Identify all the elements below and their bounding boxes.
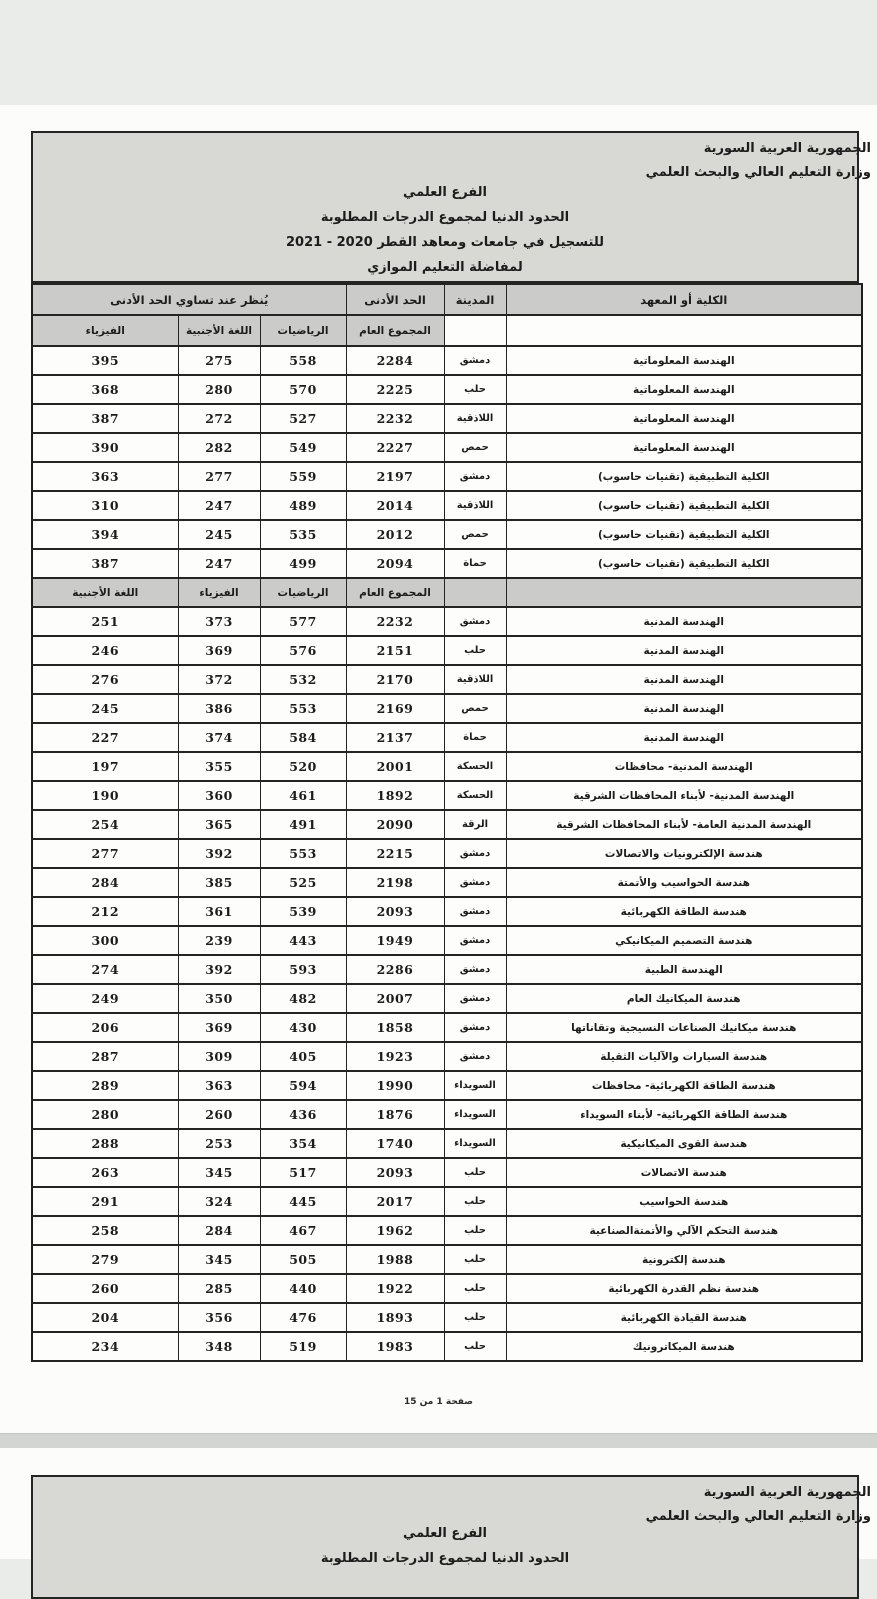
- math-score-cell: 467: [260, 1216, 346, 1245]
- total-score-cell: 2094: [346, 549, 444, 578]
- table-row: [32, 1187, 862, 1216]
- table-row: [32, 607, 862, 636]
- total-score-cell: 1990: [346, 1071, 444, 1100]
- college-name-cell: هندسة السيارات والآليات الثقيلة: [506, 1042, 862, 1071]
- section-1-rows: [32, 346, 862, 578]
- score-cell: 190: [32, 781, 178, 810]
- section-divider-header-row: [32, 578, 862, 607]
- total-score-cell: 2137: [346, 723, 444, 752]
- title-registration-year: للتسجيل في جامعات ومعاهد القطر 2020 - 2021: [285, 235, 605, 250]
- college-name-cell: هندسة التصميم الميكانيكي: [506, 926, 862, 955]
- math-score-cell: 436: [260, 1100, 346, 1129]
- total-score-cell: 2225: [346, 375, 444, 404]
- math-score-cell: 532: [260, 665, 346, 694]
- college-name-cell: الهندسة الطبية: [506, 955, 862, 984]
- score-cell: 279: [32, 1245, 178, 1274]
- math-score-cell: 558: [260, 346, 346, 375]
- score-cell: 258: [32, 1216, 178, 1245]
- math-score-cell: 476: [260, 1303, 346, 1332]
- score-cell: 373: [178, 607, 260, 636]
- score-cell: 239: [178, 926, 260, 955]
- college-name-cell: هندسة نظم القدرة الكهربائية: [506, 1274, 862, 1303]
- empty-college-cell: [506, 578, 862, 607]
- table-row: [32, 1303, 862, 1332]
- score-cell: 348: [178, 1332, 260, 1361]
- math-score-cell: 570: [260, 375, 346, 404]
- total-score-cell: 1892: [346, 781, 444, 810]
- total-score-cell: 2151: [346, 636, 444, 665]
- total-score-cell: 2215: [346, 839, 444, 868]
- score-cell: 369: [178, 1013, 260, 1042]
- total-score-cell: 1962: [346, 1216, 444, 1245]
- table-row: [32, 1042, 862, 1071]
- score-cell: 345: [178, 1158, 260, 1187]
- city-cell: حمص: [444, 694, 506, 723]
- score-cell: 245: [178, 520, 260, 549]
- table-row: [32, 781, 862, 810]
- score-cell: 385: [178, 868, 260, 897]
- empty-college-cell: [506, 315, 862, 346]
- col-header-tiebreak-group: يُنظر عند تساوي الحد الأدنى: [32, 284, 346, 315]
- score-cell: 275: [178, 346, 260, 375]
- city-cell: اللاذقية: [444, 491, 506, 520]
- total-score-cell: 2227: [346, 433, 444, 462]
- total-score-cell: 2232: [346, 607, 444, 636]
- city-cell: دمشق: [444, 1042, 506, 1071]
- math-score-cell: 535: [260, 520, 346, 549]
- col-header-city: المدينة: [444, 284, 506, 315]
- math-score-cell: 461: [260, 781, 346, 810]
- table-row: [32, 433, 862, 462]
- score-cell: 246: [32, 636, 178, 665]
- table-row: [32, 1013, 862, 1042]
- score-cell: 287: [32, 1042, 178, 1071]
- col-header-college: الكلية أو المعهد: [506, 284, 862, 315]
- total-score-cell: 2093: [346, 897, 444, 926]
- score-cell: 234: [32, 1332, 178, 1361]
- total-score-cell: 1922: [346, 1274, 444, 1303]
- table-row: [32, 665, 862, 694]
- college-name-cell: هندسة الحواسيب والأتمتة: [506, 868, 862, 897]
- score-cell: 374: [178, 723, 260, 752]
- city-cell: حمص: [444, 433, 506, 462]
- city-cell: حماة: [444, 549, 506, 578]
- title-minimums: الحدود الدنيا لمجموع الدرجات المطلوبة: [320, 1551, 570, 1566]
- total-score-cell: 2090: [346, 810, 444, 839]
- total-score-cell: 1988: [346, 1245, 444, 1274]
- table-row: [32, 694, 862, 723]
- score-cell: 272: [178, 404, 260, 433]
- city-cell: حلب: [444, 1158, 506, 1187]
- score-cell: 310: [32, 491, 178, 520]
- score-cell: 227: [32, 723, 178, 752]
- empty-city-cell: [444, 315, 506, 346]
- college-name-cell: الهندسة المدنية: [506, 607, 862, 636]
- score-cell: 392: [178, 839, 260, 868]
- score-cell: 387: [32, 549, 178, 578]
- score-cell: 289: [32, 1071, 178, 1100]
- org-line-ministry: وزارة التعليم العالي والبحث العلمي: [645, 165, 871, 180]
- college-name-cell: الهندسة المعلوماتية: [506, 375, 862, 404]
- total-score-cell: 2232: [346, 404, 444, 433]
- city-cell: دمشق: [444, 984, 506, 1013]
- score-cell: 206: [32, 1013, 178, 1042]
- score-cell: 291: [32, 1187, 178, 1216]
- college-name-cell: هندسة الحواسيب: [506, 1187, 862, 1216]
- city-cell: حماة: [444, 723, 506, 752]
- math-score-cell: 527: [260, 404, 346, 433]
- table-row: [32, 1245, 862, 1274]
- subheader-foreign-language: اللغة الأجنبية: [32, 578, 178, 607]
- subheader-physics: الفيزياء: [32, 315, 178, 346]
- college-name-cell: هندسة ميكانيك الصناعات النسيجية وتقاناتها: [506, 1013, 862, 1042]
- city-cell: حلب: [444, 1303, 506, 1332]
- total-score-cell: 2093: [346, 1158, 444, 1187]
- score-cell: 365: [178, 810, 260, 839]
- score-cell: 260: [32, 1274, 178, 1303]
- table-row: [32, 1071, 862, 1100]
- table-row: [32, 810, 862, 839]
- total-score-cell: 2007: [346, 984, 444, 1013]
- table-row: [32, 1216, 862, 1245]
- city-cell: دمشق: [444, 1013, 506, 1042]
- college-name-cell: هندسة الاتصالات: [506, 1158, 862, 1187]
- score-cell: 276: [32, 665, 178, 694]
- subheader-foreign-language: اللغة الأجنبية: [178, 315, 260, 346]
- college-name-cell: الكلية التطبيقية (تقنيات حاسوب): [506, 462, 862, 491]
- score-cell: 277: [32, 839, 178, 868]
- page-number-footer: صفحة 1 من 15: [403, 1397, 473, 1407]
- total-score-cell: 2198: [346, 868, 444, 897]
- ministry-header: [646, 137, 871, 185]
- college-name-cell: الكلية التطبيقية (تقنيات حاسوب): [506, 520, 862, 549]
- math-score-cell: 499: [260, 549, 346, 578]
- score-cell: 280: [32, 1100, 178, 1129]
- score-cell: 356: [178, 1303, 260, 1332]
- empty-city-cell: [444, 578, 506, 607]
- total-score-cell: 1893: [346, 1303, 444, 1332]
- math-score-cell: 354: [260, 1129, 346, 1158]
- score-cell: 360: [178, 781, 260, 810]
- score-cell: 247: [178, 491, 260, 520]
- college-name-cell: هندسة الطاقة الكهربائية- لأبناء السويداء: [506, 1100, 862, 1129]
- math-score-cell: 445: [260, 1187, 346, 1216]
- math-score-cell: 539: [260, 897, 346, 926]
- college-name-cell: الكلية التطبيقية (تقنيات حاسوب): [506, 491, 862, 520]
- score-cell: 363: [32, 462, 178, 491]
- table-row: [32, 404, 862, 433]
- score-cell: 390: [32, 433, 178, 462]
- score-cell: 363: [178, 1071, 260, 1100]
- score-cell: 280: [178, 375, 260, 404]
- score-cell: 324: [178, 1187, 260, 1216]
- college-name-cell: الهندسة المعلوماتية: [506, 404, 862, 433]
- math-score-cell: 553: [260, 839, 346, 868]
- document-page-1: [0, 105, 877, 1433]
- score-cell: 386: [178, 694, 260, 723]
- score-cell: 277: [178, 462, 260, 491]
- city-cell: دمشق: [444, 955, 506, 984]
- city-cell: دمشق: [444, 462, 506, 491]
- math-score-cell: 517: [260, 1158, 346, 1187]
- city-cell: حلب: [444, 1216, 506, 1245]
- title-branch: الفرع العلمي: [402, 185, 488, 200]
- score-cell: 394: [32, 520, 178, 549]
- total-score-cell: 2284: [346, 346, 444, 375]
- table-row: [32, 955, 862, 984]
- score-cell: 309: [178, 1042, 260, 1071]
- total-score-cell: 2286: [346, 955, 444, 984]
- title-branch: الفرع العلمي: [402, 1526, 488, 1541]
- org-line-republic: الجمهورية العربية السورية: [703, 1485, 871, 1500]
- total-score-cell: 1740: [346, 1129, 444, 1158]
- city-cell: السويداء: [444, 1071, 506, 1100]
- city-cell: اللاذقية: [444, 665, 506, 694]
- total-score-cell: 2169: [346, 694, 444, 723]
- score-cell: 395: [32, 346, 178, 375]
- math-score-cell: 443: [260, 926, 346, 955]
- city-cell: حلب: [444, 1245, 506, 1274]
- city-cell: دمشق: [444, 868, 506, 897]
- score-cell: 288: [32, 1129, 178, 1158]
- subheader-math: الرياضيات: [260, 578, 346, 607]
- table-row: [32, 984, 862, 1013]
- score-cell: 245: [32, 694, 178, 723]
- score-cell: 263: [32, 1158, 178, 1187]
- table-row: [32, 520, 862, 549]
- college-name-cell: هندسة الطاقة الكهربائية- محافظات: [506, 1071, 862, 1100]
- college-name-cell: الكلية التطبيقية (تقنيات حاسوب): [506, 549, 862, 578]
- college-name-cell: الهندسة المعلوماتية: [506, 346, 862, 375]
- score-cell: 249: [32, 984, 178, 1013]
- city-cell: دمشق: [444, 926, 506, 955]
- table-row: [32, 839, 862, 868]
- table-row: [32, 1100, 862, 1129]
- total-score-cell: 2170: [346, 665, 444, 694]
- college-name-cell: هندسة الطاقة الكهربائية: [506, 897, 862, 926]
- score-cell: 212: [32, 897, 178, 926]
- city-cell: حلب: [444, 1332, 506, 1361]
- subheader-math: الرياضيات: [260, 315, 346, 346]
- score-cell: 285: [178, 1274, 260, 1303]
- math-score-cell: 505: [260, 1245, 346, 1274]
- city-cell: حلب: [444, 1187, 506, 1216]
- total-score-cell: 2001: [346, 752, 444, 781]
- total-score-cell: 1876: [346, 1100, 444, 1129]
- college-name-cell: هندسة إلكترونية: [506, 1245, 862, 1274]
- math-score-cell: 520: [260, 752, 346, 781]
- table-row: [32, 1158, 862, 1187]
- math-score-cell: 549: [260, 433, 346, 462]
- college-name-cell: هندسة الميكانيك العام: [506, 984, 862, 1013]
- table-row: [32, 375, 862, 404]
- math-score-cell: 482: [260, 984, 346, 1013]
- score-cell: 282: [178, 433, 260, 462]
- table-row: [32, 723, 862, 752]
- subheader-physics: الفيزياء: [178, 578, 260, 607]
- document-title-block: [33, 1521, 857, 1571]
- score-cell: 361: [178, 897, 260, 926]
- title-parallel-education: لمفاضلة التعليم الموازي: [367, 260, 523, 275]
- city-cell: حلب: [444, 375, 506, 404]
- math-score-cell: 489: [260, 491, 346, 520]
- document-title-block: [33, 180, 857, 280]
- org-line-republic: الجمهورية العربية السورية: [703, 141, 871, 156]
- city-cell: حلب: [444, 1274, 506, 1303]
- city-cell: الرقة: [444, 810, 506, 839]
- score-cell: 368: [32, 375, 178, 404]
- math-score-cell: 576: [260, 636, 346, 665]
- total-score-cell: 1983: [346, 1332, 444, 1361]
- score-cell: 251: [32, 607, 178, 636]
- score-cell: 300: [32, 926, 178, 955]
- score-cell: 387: [32, 404, 178, 433]
- table-row: [32, 752, 862, 781]
- college-name-cell: الهندسة المدنية: [506, 636, 862, 665]
- math-score-cell: 593: [260, 955, 346, 984]
- title-minimums: الحدود الدنيا لمجموع الدرجات المطلوبة: [320, 210, 570, 225]
- table-row: [32, 868, 862, 897]
- minimum-scores-table: [31, 283, 863, 1362]
- table-row: [32, 636, 862, 665]
- total-score-cell: 1923: [346, 1042, 444, 1071]
- table-row: [32, 926, 862, 955]
- table-row: [32, 1129, 862, 1158]
- college-name-cell: هندسة الميكاترونيك: [506, 1332, 862, 1361]
- math-score-cell: 525: [260, 868, 346, 897]
- score-cell: 284: [32, 868, 178, 897]
- score-cell: 350: [178, 984, 260, 1013]
- city-cell: اللاذقية: [444, 404, 506, 433]
- score-cell: 253: [178, 1129, 260, 1158]
- math-score-cell: 491: [260, 810, 346, 839]
- college-name-cell: الهندسة المدنية: [506, 665, 862, 694]
- org-line-ministry: وزارة التعليم العالي والبحث العلمي: [645, 1509, 871, 1524]
- college-name-cell: هندسة التحكم الآلي والأتمتةالصناعية: [506, 1216, 862, 1245]
- college-name-cell: الهندسة المدنية- لأبناء المحافظات الشرقية: [506, 781, 862, 810]
- section-2-rows: [32, 607, 862, 1361]
- score-cell: 254: [32, 810, 178, 839]
- city-cell: السويداء: [444, 1100, 506, 1129]
- table-row: [32, 462, 862, 491]
- total-score-cell: 2017: [346, 1187, 444, 1216]
- table-row: [32, 1274, 862, 1303]
- col-header-minimum: الحد الأدنى: [346, 284, 444, 315]
- score-cell: 284: [178, 1216, 260, 1245]
- college-name-cell: الهندسة المدنية العامة- لأبناء المحافظات الشرقية: [506, 810, 862, 839]
- total-score-cell: 1858: [346, 1013, 444, 1042]
- college-name-cell: الهندسة المدنية: [506, 723, 862, 752]
- math-score-cell: 440: [260, 1274, 346, 1303]
- score-cell: 197: [32, 752, 178, 781]
- subheader-total: المجموع العام: [346, 578, 444, 607]
- math-score-cell: 584: [260, 723, 346, 752]
- score-cell: 345: [178, 1245, 260, 1274]
- table-row: [32, 346, 862, 375]
- city-cell: دمشق: [444, 897, 506, 926]
- table-row: [32, 549, 862, 578]
- college-name-cell: هندسة الإلكترونيات والاتصالات: [506, 839, 862, 868]
- city-cell: السويداء: [444, 1129, 506, 1158]
- table-row: [32, 1332, 862, 1361]
- city-cell: الحسكة: [444, 781, 506, 810]
- college-name-cell: هندسة القوى الميكانيكية: [506, 1129, 862, 1158]
- score-cell: 392: [178, 955, 260, 984]
- college-name-cell: هندسة القيادة الكهربائية: [506, 1303, 862, 1332]
- city-cell: الحسكة: [444, 752, 506, 781]
- college-name-cell: الهندسة المعلوماتية: [506, 433, 862, 462]
- table-row: [32, 897, 862, 926]
- math-score-cell: 405: [260, 1042, 346, 1071]
- city-cell: دمشق: [444, 346, 506, 375]
- total-score-cell: 2012: [346, 520, 444, 549]
- score-cell: 355: [178, 752, 260, 781]
- page-header-box: [31, 131, 871, 283]
- document-page-2: [0, 1448, 877, 1566]
- subheader-total: المجموع العام: [346, 315, 444, 346]
- score-cell: 260: [178, 1100, 260, 1129]
- math-score-cell: 553: [260, 694, 346, 723]
- math-score-cell: 519: [260, 1332, 346, 1361]
- total-score-cell: 1949: [346, 926, 444, 955]
- city-cell: حلب: [444, 636, 506, 665]
- city-cell: دمشق: [444, 839, 506, 868]
- score-cell: 372: [178, 665, 260, 694]
- page-header-box: [31, 1475, 871, 1599]
- math-score-cell: 430: [260, 1013, 346, 1042]
- total-score-cell: 2197: [346, 462, 444, 491]
- score-cell: 274: [32, 955, 178, 984]
- score-cell: 247: [178, 549, 260, 578]
- math-score-cell: 577: [260, 607, 346, 636]
- table-row: [32, 491, 862, 520]
- total-score-cell: 2014: [346, 491, 444, 520]
- math-score-cell: 559: [260, 462, 346, 491]
- page-separator-band: [0, 1433, 877, 1449]
- score-cell: 369: [178, 636, 260, 665]
- college-name-cell: الهندسة المدنية: [506, 694, 862, 723]
- math-score-cell: 594: [260, 1071, 346, 1100]
- college-name-cell: الهندسة المدنية- محافظات: [506, 752, 862, 781]
- city-cell: دمشق: [444, 607, 506, 636]
- city-cell: حمص: [444, 520, 506, 549]
- score-cell: 204: [32, 1303, 178, 1332]
